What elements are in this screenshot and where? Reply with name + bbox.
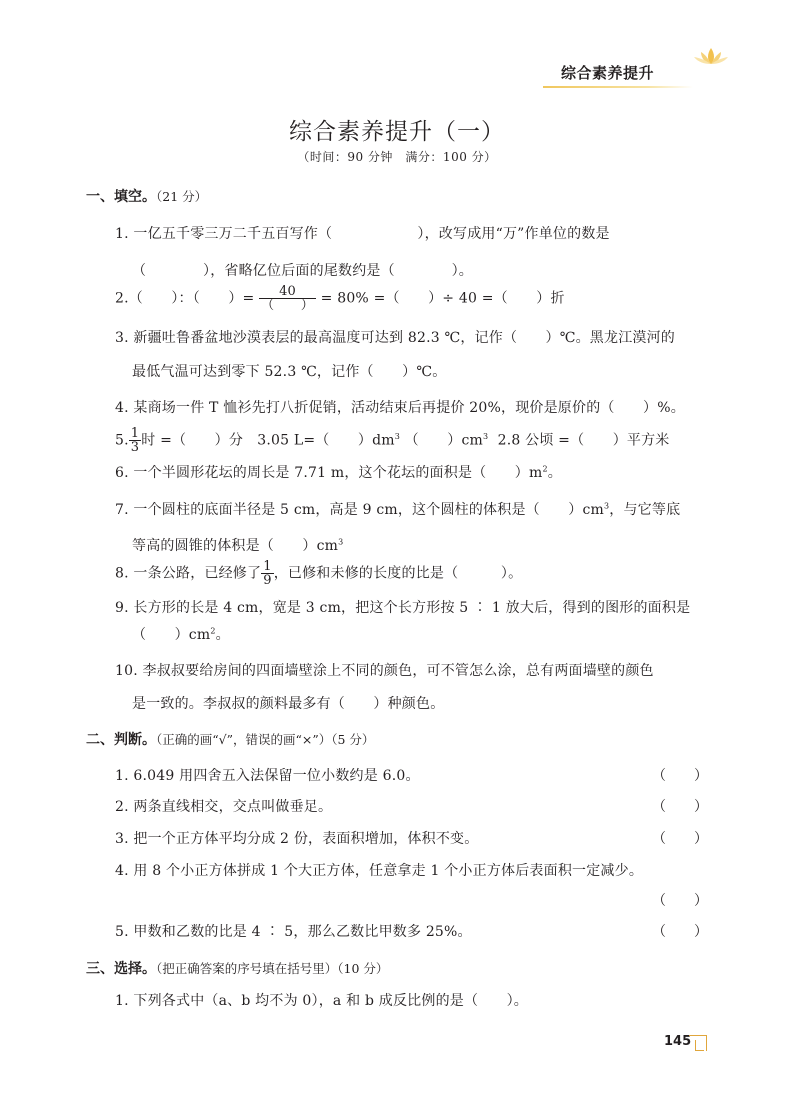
- question-7a: [115, 499, 680, 519]
- section-choice-note: （把正确答案的序号填在括号里）（10 分）: [156, 961, 389, 976]
- section-fill-heading: [86, 186, 207, 206]
- question-8-post: ，已修和未修的长度的比是（ ）。: [273, 565, 523, 582]
- question-5-denominator: 3: [130, 440, 140, 455]
- header-tab: [543, 58, 683, 88]
- page-subtitle: （时间：90 分钟 满分：100 分）: [297, 150, 497, 164]
- page-title: 综合素养提升（一）: [289, 119, 505, 145]
- page-number: 145: [664, 1034, 692, 1049]
- question-8-denominator: 9: [263, 573, 272, 588]
- section-fill-points: （21 分）: [156, 189, 208, 204]
- question-9b-text: （ ）cm: [132, 627, 211, 643]
- question-5: [115, 427, 670, 454]
- question-9b-end: 。: [215, 627, 230, 643]
- section-choice-title: 三、选择。: [86, 961, 156, 977]
- superscript-2: 2: [542, 464, 548, 474]
- question-7b-text: 等高的圆锥的体积是（ ）cm: [132, 538, 339, 554]
- judge-answer-5: （ ）: [652, 924, 708, 940]
- lotus-icon: [693, 46, 729, 66]
- judge-item-3: 3. 把一个正方体平均分成 2 份，表面积增加，体积不变。: [115, 831, 479, 847]
- question-2-pre: 2.（ ）：（ ）=: [115, 290, 255, 307]
- question-1a: 1. 一亿五千零三万二千五百写作（ ），改写成用“万”作单位的数是: [115, 226, 610, 242]
- question-9b: [132, 624, 230, 644]
- question-2-post: = 80% =（ ）÷ 40 =（ ）折: [320, 290, 565, 307]
- question-8: [115, 560, 522, 587]
- question-2-numerator: 40: [259, 285, 316, 299]
- header-tab-label: 综合素养提升: [561, 64, 655, 82]
- question-6-text: 6. 一个半圆形花坛的周长是 7.71 m，这个花坛的面积是（ ）m: [115, 465, 543, 481]
- question-3a: 3. 新疆吐鲁番盆地沙漠表层的最高温度可达到 82.3 ℃，记作（ ）℃。黑龙江漠河的: [115, 330, 675, 346]
- section-judge-title: 二、判断。: [86, 732, 156, 748]
- judge-item-5: 5. 甲数和乙数的比是 4 ∶ 5，那么乙数比甲数多 25%。: [115, 924, 472, 940]
- section-judge-note: （正确的画“√”，错误的画“×”）（5 分）: [156, 732, 375, 747]
- question-5-part-a: 时 =（ ）分 3.05 L=（ ）dm: [141, 432, 395, 449]
- section-fill-title: 一、填空。: [86, 189, 156, 205]
- superscript-2: 2: [210, 626, 216, 636]
- section-judge-heading: [86, 729, 374, 749]
- question-5-part-c: 2.8 公顷 =（ ）平方米: [497, 432, 670, 449]
- question-10b: 是一致的。李叔叔的颜料最多有（ ）种颜色。: [132, 696, 445, 712]
- superscript-3: 3: [338, 537, 344, 547]
- superscript-3: 3: [483, 431, 489, 441]
- question-6: 6. 一个半圆形花坛的周长是 7.71 m，这个花坛的面积是（ ）$m^2$。: [115, 464, 562, 481]
- judge-item-1: 1. 6.049 用四舍五入法保留一位小数约是 6.0。: [115, 768, 420, 784]
- question-7a-tail: ，与它等底: [609, 502, 681, 518]
- question-10a: 10. 李叔叔要给房间的四面墙壁涂上不同的颜色，可不管怎么涂，总有两面墙壁的颜色: [115, 663, 654, 679]
- question-1b: （ ），省略亿位后面的尾数约是（ ）。: [132, 263, 473, 279]
- question-4: 4. 某商场一件 T 恤衫先打八折促销，活动结束后再提价 20%，现价是原价的（ ）%。: [115, 400, 685, 416]
- superscript-3: 3: [394, 431, 401, 441]
- question-8-numerator: 1: [263, 559, 272, 574]
- question-7b: [132, 535, 343, 555]
- question-2-denominator: （ ）: [261, 298, 314, 313]
- header-underline: [543, 86, 693, 88]
- question-5-part-b: （ ）cm: [404, 432, 483, 449]
- question-3b: 最低气温可达到零下 52.3 ℃，记作（ ）℃。: [132, 364, 447, 380]
- question-5-numerator: 1: [130, 426, 140, 441]
- section-choice-heading: [86, 958, 388, 978]
- question-5-fraction: [129, 427, 141, 454]
- question-7a-text: 7. 一个圆柱的底面半径是 5 cm，高是 9 cm，这个圆柱的体积是（ ）cm: [115, 502, 604, 518]
- judge-answer-4: （ ）: [652, 893, 708, 909]
- judge-item-2: 2. 两条直线相交，交点叫做垂足。: [115, 799, 333, 815]
- superscript-3: 3: [603, 501, 610, 511]
- judge-answer-3: （ ）: [652, 831, 708, 847]
- question-9a: 9. 长方形的长是 4 cm，宽是 3 cm，把这个长方形按 5 ∶ 1 放大后，得到的图形的面积是: [115, 600, 691, 616]
- choice-item-1: 1. 下列各式中（a、b 均不为 0），a 和 b 成反比例的是（ ）。: [115, 993, 528, 1009]
- judge-answer-2: （ ）: [652, 799, 708, 815]
- question-5-pre: 5.: [115, 432, 129, 449]
- question-8-fraction: [261, 560, 273, 587]
- judge-item-4: 4. 用 8 个小正方体拼成 1 个大正方体，任意拿走 1 个小正方体后表面积一定减少。: [115, 863, 644, 879]
- judge-answer-1: （ ）: [652, 768, 708, 784]
- question-8-pre: 8. 一条公路，已经修了: [115, 565, 262, 582]
- question-2: [115, 285, 565, 312]
- page-corner-mark-inner: [695, 1040, 704, 1051]
- question-2-fraction: [259, 285, 316, 312]
